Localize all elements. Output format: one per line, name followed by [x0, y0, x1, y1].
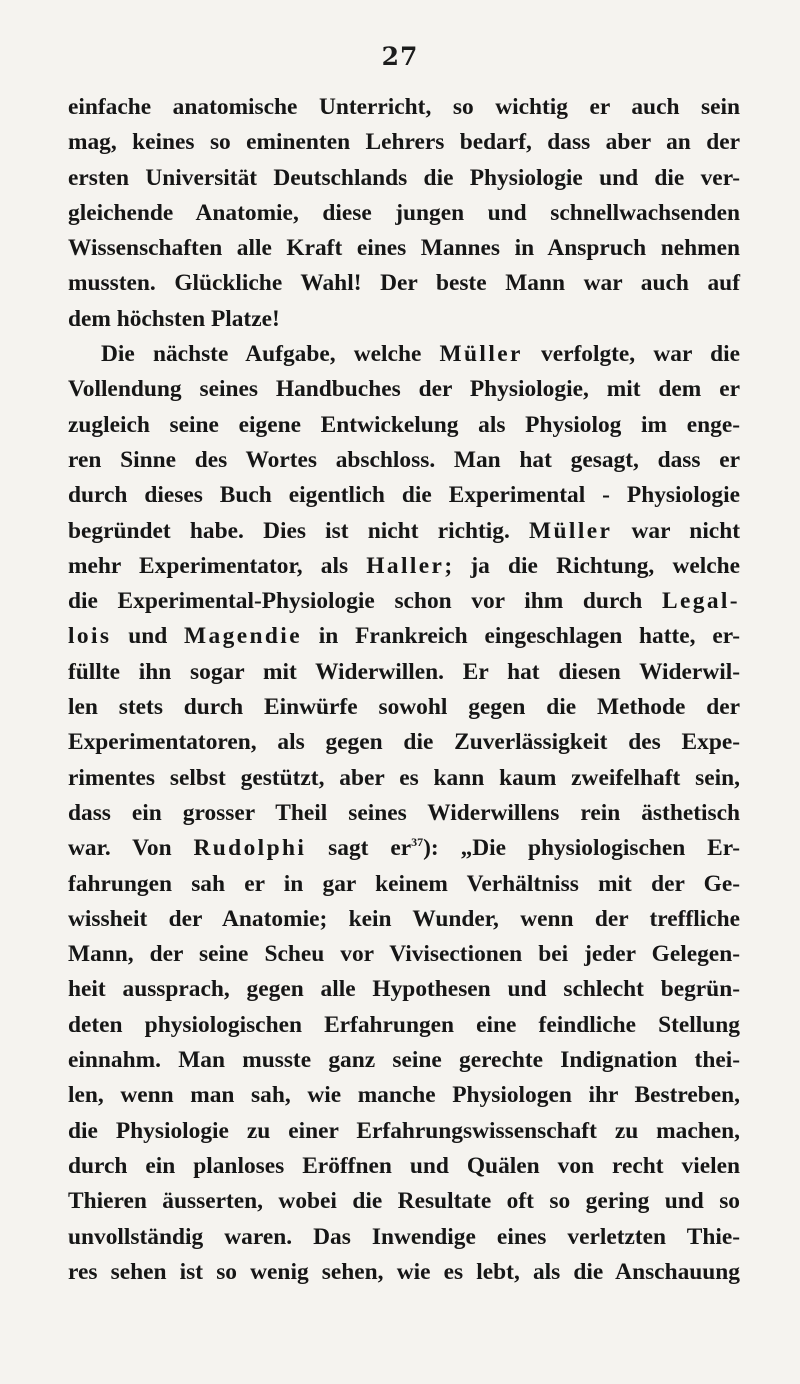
text-line-28: einnahm. Man musste ganz seine gerechte Indignation thei-	[68, 1047, 740, 1074]
text-line-19: Experimentatoren, als gegen die Zuverlässigkeit des Expe-	[68, 729, 740, 756]
text-line-15	[68, 584, 740, 619]
text-line-2: mag, keines so eminenten Lehrers bedarf, dass aber an der	[68, 129, 740, 156]
line-16-part-b: in Frankreich eingeschlagen hatte, er-	[301, 623, 741, 650]
text-line-18: len stets durch Einwürfe sowohl gegen die Methode der	[68, 694, 740, 721]
line-14-part-a: mehr Experimentator, als	[68, 552, 367, 579]
name-rudolphi: Rudolphi	[193, 835, 307, 862]
name-legallois-b: lois	[68, 623, 112, 650]
text-line-21: dass ein grosser Theil seines Widerwillens rein ästhetisch	[68, 799, 740, 826]
line-14-part-b: ; ja die Richtung, welche	[444, 552, 741, 579]
text-line-11: ren Sinne des Wortes abschloss. Man hat gesagt, dass er	[68, 446, 740, 473]
line-22-part-c: ): „Die physiologischen Er-	[423, 835, 741, 862]
name-legallois-a: Legal-	[661, 588, 740, 615]
line-8-part-a: Die nächste Aufgabe, welche	[101, 341, 440, 368]
text-line-1: einfache anatomische Unterricht, so wichtig er auch sein	[68, 94, 740, 120]
text-line-5: Wissenschaften alle Kraft eines Mannes in Anspruch nehmen	[68, 235, 740, 262]
text-line-24: wissheit der Anatomie; kein Wunder, wenn der treffliche	[68, 905, 740, 932]
text-line-16	[68, 619, 740, 654]
line-13-part-a: begründet habe. Dies ist nicht richtig.	[68, 517, 530, 544]
text-line-32: Thieren äusserten, wobei die Resultate oft so gering und so	[68, 1188, 740, 1215]
text-line-13	[68, 514, 740, 549]
line-8-part-b: verfolgte, war die	[522, 341, 741, 368]
text-line-12: durch dieses Buch eigentlich die Experimental - Physiologie	[68, 482, 740, 509]
name-magendie: Magendie	[184, 623, 302, 650]
text-line-10: zugleich seine eigene Entwickelung als Physiolog im enge-	[68, 411, 740, 438]
line-15-part-a: die Experimental-Physiologie schon vor ihm durch	[68, 588, 662, 615]
text-line-17: füllte ihn sogar mit Widerwillen. Er hat diesen Widerwil-	[68, 658, 740, 685]
text-line-27: deten physiologischen Erfahrungen eine feindliche Stellung	[68, 1011, 740, 1038]
text-line-7: dem höchsten Platze!	[68, 305, 280, 332]
text-line-34: res sehen ist so wenig sehen, wie es lebt, als die Anschauung	[68, 1258, 740, 1285]
text-line-23: fahrungen sah er in gar keinem Verhältniss mit der Ge-	[68, 870, 740, 897]
text-line-14	[68, 549, 740, 584]
text-line-3: ersten Universität Deutschlands die Physiologie und die ver-	[68, 164, 740, 191]
text-line-6: mussten. Glückliche Wahl! Der beste Mann war auch auf	[68, 270, 740, 297]
text-line-30: die Physiologie zu einer Erfahrungswissenschaft zu machen,	[68, 1117, 740, 1144]
name-mueller: Müller	[439, 341, 523, 368]
name-haller: Haller	[366, 552, 445, 579]
text-line-33: unvollständig waren. Das Inwendige eines verletzten Thie-	[68, 1223, 740, 1250]
name-mueller-2: Müller	[529, 517, 613, 544]
line-22-part-b: sagt er	[306, 835, 412, 862]
line-13-part-b: war nicht	[612, 517, 740, 544]
page-number: 27	[381, 42, 419, 71]
text-line-4: gleichende Anatomie, diese jungen und schnellwachsenden	[68, 199, 740, 226]
line-22-part-a: war. Von	[68, 835, 194, 862]
text-line-8	[68, 337, 740, 372]
text-line-25: Mann, der seine Scheu vor Vivisectionen bei jeder Gelegen-	[68, 941, 740, 968]
text-line-9: Vollendung seines Handbuches der Physiologie, mit dem er	[68, 376, 740, 403]
body-text	[68, 90, 740, 1290]
line-16-part-a: und	[111, 623, 185, 650]
text-line-29: len, wenn man sah, wie manche Physiologen ihr Bestreben,	[68, 1082, 740, 1109]
text-line-20: rimentes selbst gestützt, aber es kann kaum zweifelhaft sein,	[68, 764, 740, 791]
footnote-ref: 37	[411, 835, 424, 850]
text-line-26: heit aussprach, gegen alle Hypothesen und schlecht begrün-	[68, 976, 740, 1003]
text-line-31: durch ein planloses Eröffnen und Quälen von recht vielen	[68, 1152, 740, 1179]
text-line-22	[68, 831, 740, 866]
